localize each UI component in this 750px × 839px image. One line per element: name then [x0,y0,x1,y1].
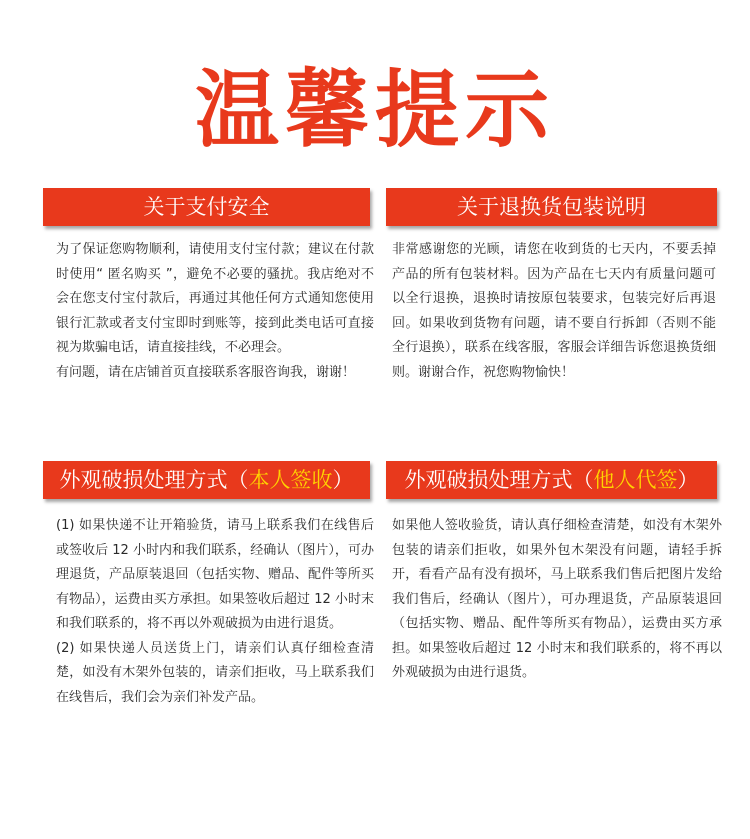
page-title: 温馨提示 [194,61,555,159]
section-body-payment-safety [56,238,374,385]
section-header-payment-safety [43,188,370,226]
section-body-return-packaging [392,238,716,385]
section-header-highlight: 他人代签 [593,468,678,492]
section-header-label: 关于支付安全 [143,195,270,219]
paragraph: (2) 如果快递人员送货上门，请亲们认真仔细检查清楚，如没有木架外包装的，请亲们拒收，马上联系我们在线售后，我们会为亲们补发产品。 [56,640,374,705]
section-header-suffix: ） [332,468,354,492]
section-header-return-packaging [386,188,717,226]
section-header-label: 外观破损处理方式（ [404,468,594,492]
section-header-highlight: 本人签收 [248,468,333,492]
section-header-suffix: ） [677,468,699,492]
section-header-damage-self-signed [43,461,370,499]
paragraph: (1) 如果快递不让开箱验货，请马上联系我们在线售后或签收后 12 小时内和我们联系，经确认（图片），可办理退货，产品原装退回（包括实物、赠品、配件等所买有物品），运费由买方承担。如果签收后超过 12 小时末和我们联系的，将不再以外观破损为由进行退货。 [56,518,374,631]
section-header-label: 外观破损处理方式（ [59,468,249,492]
section-header-label: 关于退换货包装说明 [457,195,646,219]
section-header-damage-proxy-signed [386,461,717,499]
paragraph: 为了保证您购物顺利，请使用支付宝付款；建议在付款时使用“ 匿名购买 ”，避免不必要的骚扰。我店绝对不会在您支付宝付款后，再通过其他任何方式通知您使用银行汇款或者支付宝即时到账等，接到此类电话可直接视为欺骗电话，请直接挂线，不必理会。 [56,242,374,355]
section-body-damage-self-signed [56,514,374,710]
paragraph: 非常感谢您的光顾，请您在收到货的七天内，不要丢掉产品的所有包装材料。因为产品在七天内有质量问题可以全行退换，退换时请按原包装要求，包装完好后再退回。如果收到货物有问题，请不要自行拆卸（否则不能全行退换），联系在线客服，客服会详细告诉您退换货细则。谢谢合作，祝您购物愉快！ [392,242,716,380]
paragraph: 有问题，请在店铺首页直接联系客服咨询我，谢谢！ [56,364,356,380]
paragraph: 如果他人签收验货，请认真仔细检查清楚，如没有木架外包装的请亲们拒收，如果外包木架没有问题，请轻手拆开，看看产品有没有损坏，马上联系我们售后把图片发给我们售后，经确认（图片），可办理退货，产品原装退回（包括实物、赠品、配件等所买有物品），运费由买方承担。如果签收后超过 12 小时末和我们联系的，将不再以外观破损为由进行退货。 [392,518,722,680]
section-body-damage-proxy-signed [392,514,722,686]
